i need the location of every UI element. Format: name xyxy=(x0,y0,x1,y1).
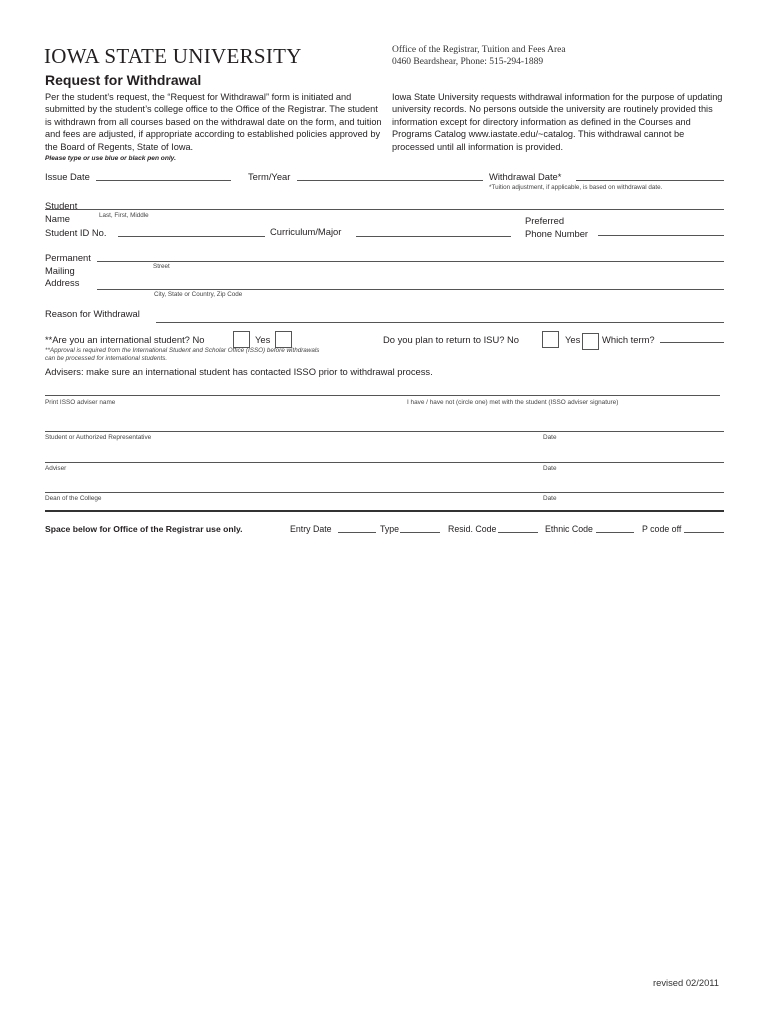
student-name-field[interactable] xyxy=(45,209,724,210)
street-sub-label: Street xyxy=(153,263,170,270)
address-label xyxy=(45,252,91,290)
term-year-label: Term/Year xyxy=(248,171,291,182)
dean-signature-line[interactable] xyxy=(45,492,724,493)
reason-label: Reason for Withdrawal xyxy=(45,308,140,319)
curriculum-field[interactable] xyxy=(356,236,511,237)
return-yes-checkbox[interactable] xyxy=(582,333,599,350)
university-logo: IOWA STATE UNIVERSITY xyxy=(44,44,302,68)
preferred-phone-field[interactable] xyxy=(598,235,724,236)
office-use-divider xyxy=(45,510,724,512)
address-label-3: Address xyxy=(45,277,80,288)
ethnic-code-field[interactable] xyxy=(596,532,634,533)
advisers-note: Advisers: make sure an international student has contacted ISSO prior to withdrawal process. xyxy=(45,366,433,377)
resid-code-field[interactable] xyxy=(498,532,538,533)
which-term-label: Which term? xyxy=(602,334,655,345)
withdrawal-date-label: Withdrawal Date* xyxy=(489,171,562,182)
office-address xyxy=(392,45,566,68)
approval-note-1: **Approval is required from the International Student and Scholar Office (ISSO) before withdrawals xyxy=(45,347,320,354)
issue-date-label: Issue Date xyxy=(45,171,90,182)
entry-date-label: Entry Date xyxy=(290,524,332,534)
intl-question-label: **Are you an international student? No xyxy=(45,334,205,345)
resid-code-label: Resid. Code xyxy=(448,524,497,534)
approval-note xyxy=(45,347,319,363)
intro-left-paragraph: Per the student’s request, the “Request for Withdrawal” form is initiated and submitted by the student’s college office to the Office of the Registrar. The student is withdrawn from all courses based on the withdrawal date on the form, and tuition and fees are adjusted, if appropriate according to established policies approved by the Board of Regents, State of Iowa. xyxy=(45,92,382,152)
intl-yes-checkbox[interactable] xyxy=(275,331,292,348)
type-field[interactable] xyxy=(400,532,440,533)
student-name-label xyxy=(45,199,77,225)
intro-right-paragraph: Iowa State University requests withdrawal information for the purpose of updating university records. No persons outside the university are routinely provided this information except for directory information as defined in the Courses and Programs Catalog www.iastate.edu/~catalog. This withdrawal cannot be processed until all information is provided. xyxy=(392,92,723,152)
reason-field[interactable] xyxy=(156,322,724,323)
preferred-phone-label-1: Preferred xyxy=(525,215,565,226)
office-line-2: 0460 Beardshear, Phone: 515-294-1889 xyxy=(392,56,544,67)
dean-date-caption: Date xyxy=(543,495,557,502)
approval-note-2: can be processed for international students. xyxy=(45,355,168,362)
adviser-date-caption: Date xyxy=(543,465,557,472)
address-label-2: Mailing xyxy=(45,264,75,276)
which-term-field[interactable] xyxy=(660,342,724,343)
pen-note: Please type or use blue or black pen only. xyxy=(45,155,176,162)
name-sub-label: Last, First, Middle xyxy=(99,212,149,219)
city-sub-label: City, State or Country, Zip Code xyxy=(154,291,243,298)
office-line-1: Office of the Registrar, Tuition and Fees Area xyxy=(392,45,566,55)
return-question-label: Do you plan to return to ISU? No xyxy=(383,334,520,345)
form-title: Request for Withdrawal xyxy=(45,72,202,88)
dean-caption: Dean of the College xyxy=(45,495,102,502)
intl-no-checkbox[interactable] xyxy=(233,331,250,348)
type-label: Type xyxy=(380,524,400,534)
city-field[interactable] xyxy=(97,289,724,290)
student-id-field[interactable] xyxy=(118,236,265,237)
isso-signature-line[interactable] xyxy=(45,395,720,396)
isso-signature-caption: I have / have not (circle one) met with the student (ISSO adviser signature) xyxy=(407,399,619,406)
p-code-field[interactable] xyxy=(684,532,724,533)
return-no-checkbox[interactable] xyxy=(542,331,559,348)
withdrawal-date-field[interactable] xyxy=(576,180,724,181)
issue-date-field[interactable] xyxy=(96,180,231,181)
student-name-label-2: Name xyxy=(45,213,71,224)
entry-date-field[interactable] xyxy=(338,532,376,533)
student-signature-line[interactable] xyxy=(45,431,724,432)
street-field[interactable] xyxy=(97,261,724,262)
term-year-field[interactable] xyxy=(297,180,483,181)
return-yes-label: Yes xyxy=(565,334,581,345)
adviser-signature-line[interactable] xyxy=(45,462,724,463)
student-id-label: Student ID No. xyxy=(45,227,107,238)
curriculum-label: Curriculum/Major xyxy=(270,226,342,237)
office-use-label: Space below for Office of the Registrar use only. xyxy=(45,524,243,534)
revised-date: revised 02/2011 xyxy=(653,977,720,988)
student-date-caption: Date xyxy=(543,434,557,441)
intl-yes-label: Yes xyxy=(255,334,271,345)
student-name-label-1: Student xyxy=(45,200,78,211)
ethnic-code-label: Ethnic Code xyxy=(545,524,593,534)
p-code-label: P code off xyxy=(642,524,682,534)
student-rep-caption: Student or Authorized Representative xyxy=(45,434,152,441)
preferred-phone-label-2: Phone Number xyxy=(525,228,589,239)
adviser-caption: Adviser xyxy=(45,465,67,472)
address-label-1: Permanent xyxy=(45,252,91,263)
tuition-note: *Tuition adjustment, if applicable, is based on withdrawal date. xyxy=(489,184,663,191)
isso-name-caption: Print ISSO adviser name xyxy=(45,399,116,406)
preferred-phone-label xyxy=(525,214,588,240)
